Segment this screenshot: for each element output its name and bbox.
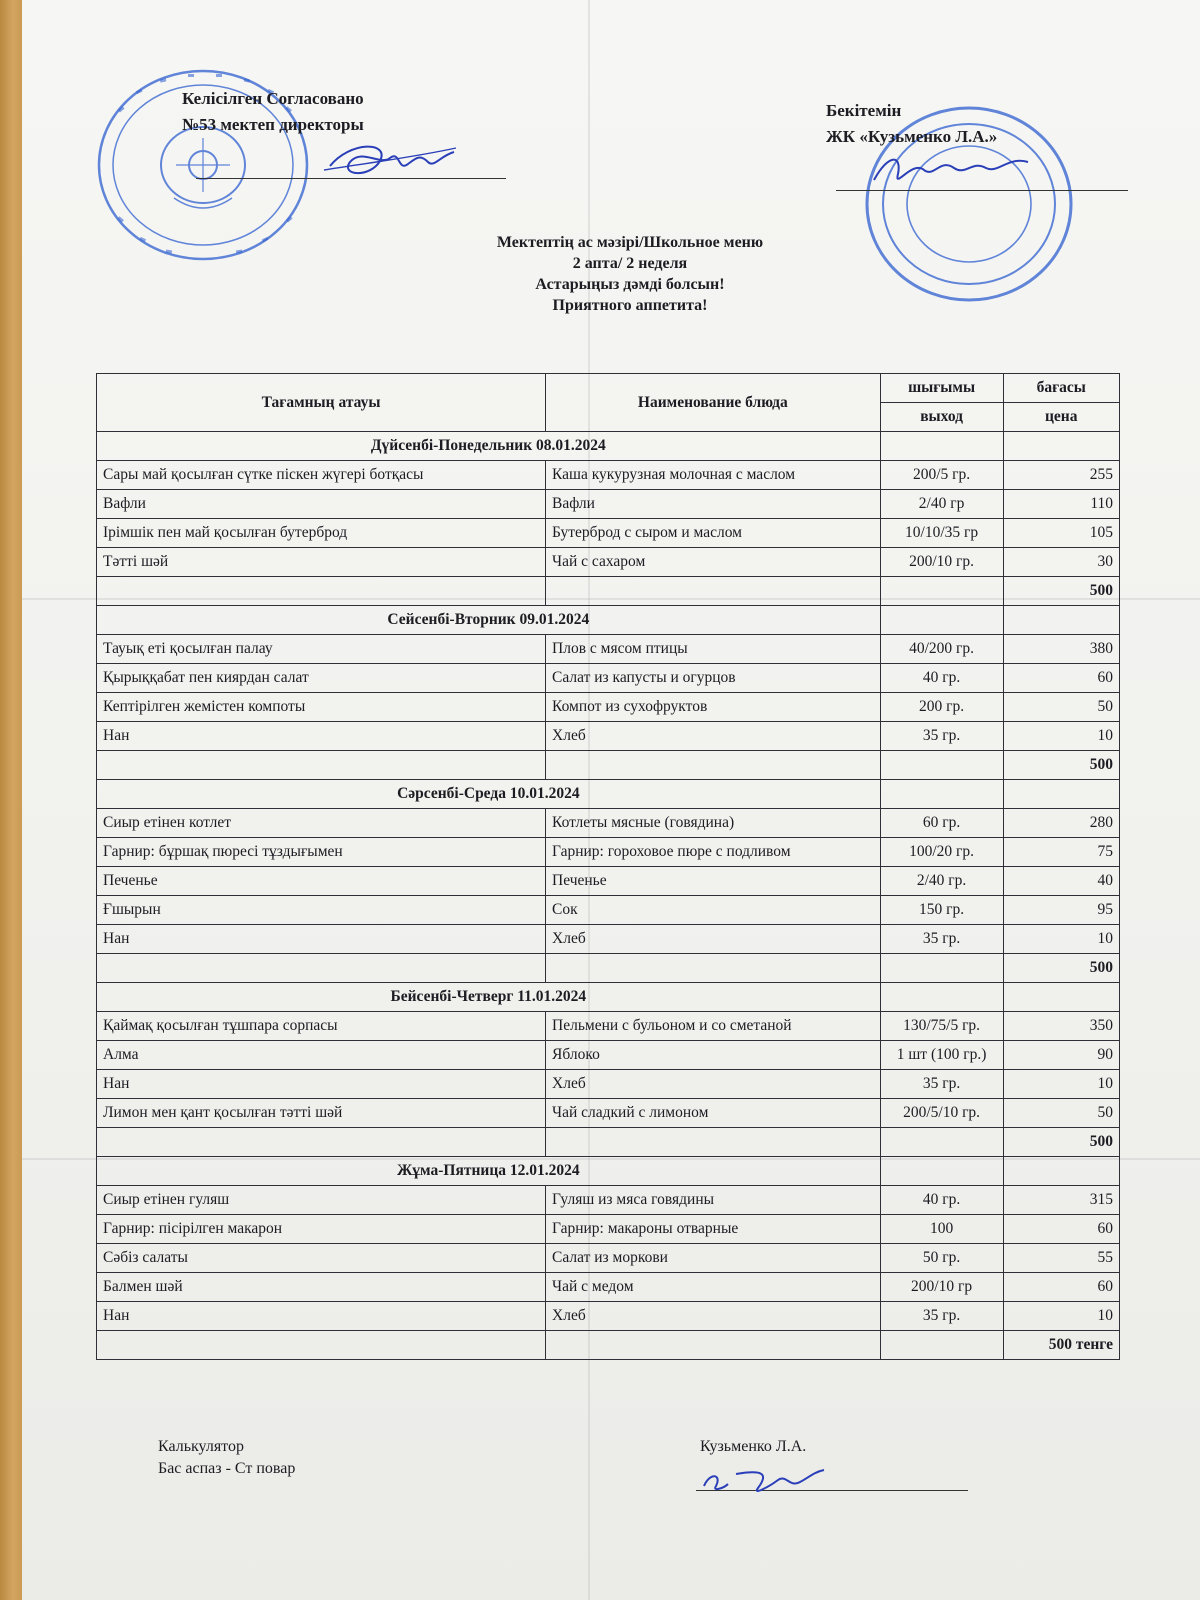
dish-output: 200/10 гр. xyxy=(880,548,1003,577)
dish-name-kz: Балмен шәй xyxy=(97,1273,546,1302)
dish-name-kz: Ғшырын xyxy=(97,896,546,925)
dish-name-ru: Компот из сухофруктов xyxy=(546,693,881,722)
desk-edge xyxy=(0,0,22,1600)
dish-name-ru: Пельмени с бульоном и со сметаной xyxy=(546,1012,881,1041)
day-label: Сейсенбі-Вторник 09.01.2024 xyxy=(97,606,881,635)
column-header-ru: Наименование блюда xyxy=(546,374,881,432)
cook-signature xyxy=(700,1462,830,1498)
dish-name-ru: Салат из моркови xyxy=(546,1244,881,1273)
table-row xyxy=(97,1244,1120,1273)
dish-name-ru: Гарнир: макароны отварные xyxy=(546,1215,881,1244)
dish-name-kz: Кептірілген жемістен компоты xyxy=(97,693,546,722)
table-row xyxy=(97,722,1120,751)
table-row xyxy=(97,838,1120,867)
dish-name-kz: Қырыққабат пен киярдан салат xyxy=(97,664,546,693)
dish-output: 200/10 гр xyxy=(880,1273,1003,1302)
header-row xyxy=(97,374,1120,403)
dish-name-kz: Сары май қосылған сүтке піскен жүгері ботқасы xyxy=(97,461,546,490)
day-total: 500 xyxy=(1003,954,1120,983)
dish-output: 200/5 гр. xyxy=(880,461,1003,490)
table-row xyxy=(97,867,1120,896)
empty-cell xyxy=(1003,780,1120,809)
dish-name-ru: Чай сладкий с лимоном xyxy=(546,1099,881,1128)
day-label: Сәрсенбі-Среда 10.01.2024 xyxy=(97,780,881,809)
menu-title xyxy=(310,232,950,316)
menu-table xyxy=(96,373,1120,1360)
dish-output: 2/40 гр xyxy=(880,490,1003,519)
empty-cell xyxy=(97,751,546,780)
dish-price: 255 xyxy=(1003,461,1120,490)
empty-cell xyxy=(880,780,1003,809)
dish-name-kz: Сиыр етінен гуляш xyxy=(97,1186,546,1215)
dish-price: 380 xyxy=(1003,635,1120,664)
dish-name-ru: Бутерброд с сыром и маслом xyxy=(546,519,881,548)
dish-name-ru: Плов с мясом птицы xyxy=(546,635,881,664)
empty-cell xyxy=(880,577,1003,606)
dish-price: 75 xyxy=(1003,838,1120,867)
dish-name-kz: Ірімшік пен май қосылған бутерброд xyxy=(97,519,546,548)
column-header-price-ru: цена xyxy=(1003,403,1120,432)
dish-name-kz: Лимон мен қант қосылған тәтті шәй xyxy=(97,1099,546,1128)
dish-output: 150 гр. xyxy=(880,896,1003,925)
dish-output: 40 гр. xyxy=(880,664,1003,693)
total-row xyxy=(97,577,1120,606)
table-row xyxy=(97,693,1120,722)
day-row xyxy=(97,780,1120,809)
total-row xyxy=(97,1128,1120,1157)
empty-cell xyxy=(880,432,1003,461)
dish-name-ru: Сок xyxy=(546,896,881,925)
dish-price: 350 xyxy=(1003,1012,1120,1041)
footer-left xyxy=(158,1436,295,1480)
dish-name-kz: Вафли xyxy=(97,490,546,519)
entrepreneur-label: ЖК «Кузьменко Л.А.» xyxy=(826,127,998,146)
dish-output: 2/40 гр. xyxy=(880,867,1003,896)
column-header-output-ru: выход xyxy=(880,403,1003,432)
dish-name-kz: Гарнир: бұршақ пюресі тұздығымен xyxy=(97,838,546,867)
menu-title-line: Мектептің ас мәзірі/Школьное меню xyxy=(496,234,764,251)
empty-cell xyxy=(1003,432,1120,461)
menu-body xyxy=(97,432,1120,1360)
dish-name-kz: Сәбіз салаты xyxy=(97,1244,546,1273)
day-label: Бейсенбі-Четверг 11.01.2024 xyxy=(97,983,881,1012)
dish-price: 55 xyxy=(1003,1244,1120,1273)
column-header-price-kz: бағасы xyxy=(1003,374,1120,403)
table-row xyxy=(97,925,1120,954)
table-row xyxy=(97,1012,1120,1041)
day-row xyxy=(97,983,1120,1012)
table-row xyxy=(97,664,1120,693)
dish-output: 100 xyxy=(880,1215,1003,1244)
table-row xyxy=(97,809,1120,838)
dish-output: 60 гр. xyxy=(880,809,1003,838)
school-director-label: №53 мектеп директоры xyxy=(182,115,364,134)
day-total: 500 тенге xyxy=(1003,1331,1120,1360)
dish-price: 10 xyxy=(1003,722,1120,751)
dish-output: 1 шт (100 гр.) xyxy=(880,1041,1003,1070)
bon-appetit-ru: Приятного аппетита! xyxy=(552,297,708,314)
dish-name-ru: Хлеб xyxy=(546,1302,881,1331)
empty-cell xyxy=(546,1128,881,1157)
dish-price: 110 xyxy=(1003,490,1120,519)
agreed-label: Келісілген Согласовано xyxy=(182,89,364,108)
table-row xyxy=(97,1273,1120,1302)
dish-output: 10/10/35 гр xyxy=(880,519,1003,548)
dish-name-ru: Хлеб xyxy=(546,722,881,751)
dish-name-ru: Яблоко xyxy=(546,1041,881,1070)
dish-name-ru: Чай с медом xyxy=(546,1273,881,1302)
empty-cell xyxy=(546,751,881,780)
table-row xyxy=(97,1302,1120,1331)
table-row xyxy=(97,548,1120,577)
dish-name-kz: Алма xyxy=(97,1041,546,1070)
dish-output: 40 гр. xyxy=(880,1186,1003,1215)
empty-cell xyxy=(880,983,1003,1012)
empty-cell xyxy=(546,577,881,606)
dish-output: 100/20 гр. xyxy=(880,838,1003,867)
table-row xyxy=(97,635,1120,664)
table-row xyxy=(97,1041,1120,1070)
total-row xyxy=(97,751,1120,780)
empty-cell xyxy=(880,954,1003,983)
dish-name-kz: Сиыр етінен котлет xyxy=(97,809,546,838)
table-row xyxy=(97,1186,1120,1215)
dish-name-kz: Қаймақ қосылған тұшпара сорпасы xyxy=(97,1012,546,1041)
dish-name-ru: Гуляш из мяса говядины xyxy=(546,1186,881,1215)
day-total: 500 xyxy=(1003,577,1120,606)
dish-name-kz: Тәтті шәй xyxy=(97,548,546,577)
table-row xyxy=(97,490,1120,519)
bon-appetit-kz: Астарыңыз дәмді болсын! xyxy=(535,276,725,293)
calculator-label: Калькулятор xyxy=(158,1438,244,1455)
table-row xyxy=(97,1070,1120,1099)
dish-name-kz: Нан xyxy=(97,1302,546,1331)
dish-name-ru: Печенье xyxy=(546,867,881,896)
empty-cell xyxy=(880,1331,1003,1360)
dish-output: 35 гр. xyxy=(880,722,1003,751)
day-row xyxy=(97,1157,1120,1186)
menu-week-line: 2 апта/ 2 неделя xyxy=(572,255,688,272)
dish-name-ru: Гарнир: гороховое пюре с подливом xyxy=(546,838,881,867)
table-row xyxy=(97,519,1120,548)
approve-label: Бекітемін xyxy=(826,101,902,120)
day-total: 500 xyxy=(1003,1128,1120,1157)
dish-name-ru: Хлеб xyxy=(546,925,881,954)
column-header-kz: Тағамның атауы xyxy=(97,374,546,432)
dish-price: 90 xyxy=(1003,1041,1120,1070)
dish-name-ru: Вафли xyxy=(546,490,881,519)
dish-name-ru: Каша кукурузная молочная с маслом xyxy=(546,461,881,490)
table-row xyxy=(97,896,1120,925)
footer-right-name xyxy=(700,1436,806,1458)
day-row xyxy=(97,432,1120,461)
table-row xyxy=(97,1099,1120,1128)
dish-price: 280 xyxy=(1003,809,1120,838)
dish-price: 60 xyxy=(1003,664,1120,693)
dish-output: 35 гр. xyxy=(880,925,1003,954)
empty-cell xyxy=(97,577,546,606)
empty-cell xyxy=(880,1157,1003,1186)
dish-price: 10 xyxy=(1003,925,1120,954)
day-row xyxy=(97,606,1120,635)
dish-price: 50 xyxy=(1003,1099,1120,1128)
dish-name-kz: Тауық еті қосылған палау xyxy=(97,635,546,664)
signature-line xyxy=(836,190,1128,191)
empty-cell xyxy=(546,1331,881,1360)
director-signature xyxy=(320,136,460,186)
dish-price: 50 xyxy=(1003,693,1120,722)
dish-name-ru: Чай с сахаром xyxy=(546,548,881,577)
empty-cell xyxy=(880,751,1003,780)
dish-name-kz: Нан xyxy=(97,722,546,751)
dish-name-ru: Хлеб xyxy=(546,1070,881,1099)
empty-cell xyxy=(97,1128,546,1157)
dish-name-kz: Нан xyxy=(97,925,546,954)
dish-output: 200 гр. xyxy=(880,693,1003,722)
empty-cell xyxy=(1003,606,1120,635)
table-row xyxy=(97,1215,1120,1244)
empty-cell xyxy=(1003,1157,1120,1186)
empty-cell xyxy=(880,1128,1003,1157)
empty-cell xyxy=(97,1331,546,1360)
head-cook-label: Бас аспаз - Ст повар xyxy=(158,1460,296,1477)
dish-price: 60 xyxy=(1003,1215,1120,1244)
dish-price: 10 xyxy=(1003,1302,1120,1331)
dish-name-kz: Печенье xyxy=(97,867,546,896)
dish-price: 95 xyxy=(1003,896,1120,925)
dish-price: 40 xyxy=(1003,867,1120,896)
dish-output: 200/5/10 гр. xyxy=(880,1099,1003,1128)
approval-right xyxy=(826,98,997,150)
dish-output: 35 гр. xyxy=(880,1070,1003,1099)
dish-price: 10 xyxy=(1003,1070,1120,1099)
day-total: 500 xyxy=(1003,751,1120,780)
dish-name-kz: Нан xyxy=(97,1070,546,1099)
day-label: Жұма-Пятница 12.01.2024 xyxy=(97,1157,881,1186)
table-row xyxy=(97,461,1120,490)
total-row xyxy=(97,954,1120,983)
empty-cell xyxy=(97,954,546,983)
dish-price: 315 xyxy=(1003,1186,1120,1215)
empty-cell xyxy=(546,954,881,983)
cook-name: Кузьменко Л.А. xyxy=(700,1438,807,1455)
dish-name-ru: Салат из капусты и огурцов xyxy=(546,664,881,693)
total-row xyxy=(97,1331,1120,1360)
empty-cell xyxy=(880,606,1003,635)
dish-output: 50 гр. xyxy=(880,1244,1003,1273)
dish-output: 35 гр. xyxy=(880,1302,1003,1331)
dish-price: 30 xyxy=(1003,548,1120,577)
dish-price: 105 xyxy=(1003,519,1120,548)
dish-output: 40/200 гр. xyxy=(880,635,1003,664)
empty-cell xyxy=(1003,983,1120,1012)
dish-output: 130/75/5 гр. xyxy=(880,1012,1003,1041)
approval-left xyxy=(182,86,364,138)
day-label: Дүйсенбі-Понедельник 08.01.2024 xyxy=(97,432,881,461)
dish-name-kz: Гарнир: пісірілген макарон xyxy=(97,1215,546,1244)
dish-name-ru: Котлеты мясные (говядина) xyxy=(546,809,881,838)
column-header-output-kz: шығымы xyxy=(880,374,1003,403)
dish-price: 60 xyxy=(1003,1273,1120,1302)
